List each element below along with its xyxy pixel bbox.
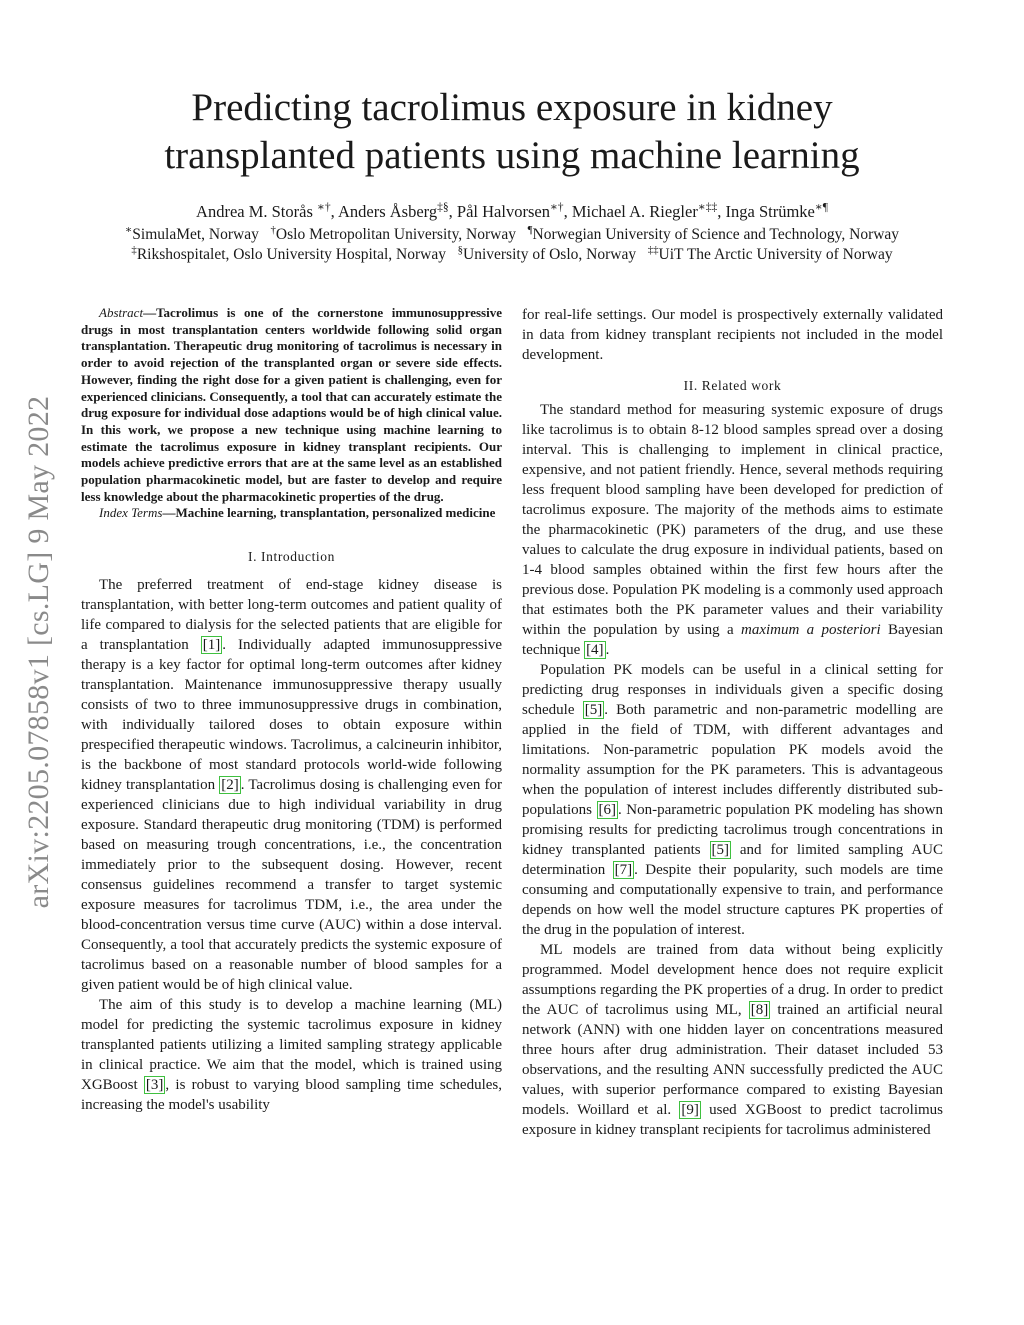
affiliation-text: SimulaMet, Norway bbox=[132, 226, 259, 243]
affiliations-line-2 bbox=[60, 245, 964, 265]
related-text: ML models are trained from data without being explicitly programmed. Model development hence does not require explicit assumptions regarding the PK properties of a drug. In order to predict the AUC of tacrolimus using ML, bbox=[522, 942, 943, 1018]
intro-text: The preferred treatment of end-stage kidney disease is transplantation, with better long-term outcomes and patient quality of life compared to dialysis for the selected patients that are eligible for a transplantation bbox=[81, 577, 502, 654]
author-name: Anders Åsberg bbox=[337, 202, 438, 221]
author-name: Pål Halvorsen bbox=[456, 202, 550, 221]
author-marks: ∗† bbox=[549, 201, 564, 214]
citation-link[interactable]: [2] bbox=[221, 777, 239, 794]
intro-text: , is robust to varying blood sampling time schedules, increasing the model's usability bbox=[81, 1077, 502, 1114]
citation-link[interactable]: [6] bbox=[598, 802, 617, 818]
related-emphasis: maximum a posteriori bbox=[741, 622, 881, 638]
citation-link[interactable]: [5] bbox=[584, 702, 603, 718]
author-list: Andrea M. Storås ∗†, Anders Åsberg‡§, Pål Halvorsen∗†, Michael A. Riegler∗‡‡, Inga Strümke∗¶ bbox=[196, 201, 828, 221]
related-text: . Despite their popularity, such models are time consuming and computationally expensive to train, and performance depends on how well the model structure captures PK properties of the drug in the population of interest. bbox=[522, 862, 943, 938]
affiliation-mark: † bbox=[270, 223, 276, 236]
abstract bbox=[81, 305, 502, 505]
related-text: . Both parametric and non-parametric modelling are applied in the field of TDM, with different advantages and limitations. Non-parametric population PK models avoid the normality assumption for the PK parameters. This is advantageous when the population of interest includes differently distributed sub-populations bbox=[522, 702, 943, 818]
related-text: used XGBoost to predict tacrolimus exposure in kidney transplant recipients for tacrolimus administered bbox=[522, 1102, 943, 1138]
author-name: Inga Strümke bbox=[725, 202, 815, 221]
related-text: and for limited sampling AUC determination bbox=[522, 842, 943, 878]
related-text: Bayesian technique bbox=[522, 622, 944, 658]
citation-link[interactable]: [3] bbox=[145, 1077, 164, 1094]
section-heading-introduction: I. Introduction bbox=[248, 549, 335, 565]
author-marks: ∗‡‡ bbox=[697, 201, 718, 214]
affiliation-text: Oslo Metropolitan University, Norway bbox=[275, 226, 516, 243]
citation-link[interactable]: [5] bbox=[711, 842, 729, 858]
title-line-2: transplanted patients using machine learning bbox=[164, 134, 860, 177]
affiliation-text: UiT The Arctic University of Norway bbox=[658, 246, 893, 263]
author-name: Michael A. Riegler bbox=[571, 202, 698, 221]
intro-text: The aim of this study is to develop a machine learning (ML) model for predicting the systemic tacrolimus exposure in kidney transplanted patients utilizing a limited sampling strategy applicable in clinical practice. We aim that the model, which is trained using XGBoost bbox=[81, 997, 502, 1094]
left-column bbox=[81, 305, 502, 1115]
citation-link[interactable]: [8] bbox=[750, 1002, 769, 1018]
index-terms-label: Index Terms bbox=[99, 505, 163, 521]
intro-continuation: for real-life settings. Our model is prospectively externally validated in data from kidney transplant recipients not included in the model development. bbox=[522, 307, 943, 363]
index-terms bbox=[81, 505, 502, 522]
affiliation-mark: § bbox=[457, 243, 464, 256]
related-paragraph-3 bbox=[522, 940, 943, 1140]
abstract-text: —Tacrolimus is one of the cornerstone immunosuppressive drugs in most transplantation centers worldwide following solid organ transplantation. Therapeutic drug monitoring of tacrolimus is necessary in order to avoid rejection of the transplanted organ or severe side effects. However, finding the right dose for a given patient is challenging, even for experienced clinicians. Consequently, a tool that can accurately estimate the drug exposure for individual dose adaptions would be of high clinical value. In this work, we propose a new technique using machine learning to estimate the tacrolimus exposure in kidney transplant recipients. Our models achieve predictive errors that are at the same level as an established population pharmacokinetic model, but are faster to develop and require less knowledge about the pharmacokinetic properties of the drug. bbox=[81, 305, 502, 504]
related-text: trained an artificial neural network (ANN) with one hidden layer on concentrations measured three hours after drug administration. Their dataset included 53 observations, and the resulting ANN successfully predicted the AUC values, with superior performance compared to existing Bayesian models. Woillard et al. bbox=[522, 1002, 943, 1118]
intro-text: . Individually adapted immunosuppressive therapy is a key factor for optimal long-term outcomes after kidney transplantation. Maintenance immunosuppressive therapy usually consists of two to three immunosuppressive drugs in combination, with individually tailored doses to obtain exposure within prespecified therapeutic windows. Tacrolimus, a calcineurin inhibitor, is the backbone of most standard protocols world-wide following kidney transplantation bbox=[81, 637, 502, 794]
affiliation-mark: ‡‡ bbox=[647, 243, 659, 256]
arxiv-stamp-text: arXiv:2205.07858v1 [cs.LG] 9 May 2022 bbox=[22, 395, 55, 909]
citation-link[interactable]: [9] bbox=[681, 1102, 699, 1118]
citation-link[interactable]: [7] bbox=[614, 862, 633, 878]
index-terms-text: —Machine learning, transplantation, personalized medicine bbox=[162, 505, 496, 521]
citation-link[interactable]: [1] bbox=[202, 637, 221, 654]
affiliation-text: Rikshospitalet, Oslo University Hospital, Norway bbox=[136, 246, 446, 263]
author-name: Andrea M. Storås bbox=[196, 202, 318, 221]
intro-paragraph-1 bbox=[81, 575, 502, 995]
abstract-label: Abstract bbox=[99, 305, 144, 320]
author-marks: ∗† bbox=[317, 201, 331, 214]
affiliation-text: University of Oslo, Norway bbox=[463, 246, 637, 263]
paper-title bbox=[80, 84, 944, 180]
title-line-1: Predicting tacrolimus exposure in kidney bbox=[191, 86, 833, 129]
related-paragraph-2 bbox=[522, 660, 943, 940]
citation-link[interactable]: [4] bbox=[586, 642, 604, 658]
affiliation-mark: ¶ bbox=[527, 223, 533, 236]
related-text: Population PK models can be useful in a clinical setting for predicting drug responses in individuals given a specific dosing schedule bbox=[522, 662, 943, 718]
related-text: The standard method for measuring systemic exposure of drugs like tacrolimus is to obtain 8-12 blood samples spread over a dosing interval. This is challenging to implement in clinical practice, expensive, and not patient friendly. Hence, several methods requiring less frequent blood sampling have been developed for prediction of tacrolimus exposure. The majority of the methods aims to estimate the pharmacokinetic (PK) parameters of the drug, and use these values to calculate the drug exposure in individual patients, based on 1-4 blood samples obtained within the first few hours after the previous dose. Population PK modeling is a commonly used approach that estimates both the PK parameter values and their variability within the population by using a bbox=[522, 402, 943, 638]
affiliation-text: Norwegian University of Science and Technology, Norway bbox=[532, 226, 900, 243]
intro-text: . Tacrolimus dosing is challenging even for experienced clinicians due to high individual variability in drug exposure. Standard therapeutic drug monitoring (TDM) is performed based on measuring trough concentrations, i.e., the concentration immediately prior to the subsequent dosing. However, recent consensus guidelines recommend a transfer to target systemic exposure measures for tacrolimus TDM, i.e., the area under the blood-concentration versus time curve (AUC) within a dose interval. Consequently, a tool that accurately predicts the systemic exposure of tacrolimus based on a reasonable number of blood samples for a given patient would be of high clinical value. bbox=[81, 777, 502, 994]
affiliations-line-1 bbox=[60, 225, 964, 245]
section-heading-related-work: II. Related work bbox=[683, 378, 782, 393]
related-text: . bbox=[605, 642, 610, 658]
related-text: . Non-parametric population PK modeling has shown promising results for predicting tacrolimus trough concentrations in kidney transplanted patients bbox=[522, 802, 943, 858]
related-paragraph-1 bbox=[522, 400, 943, 660]
author-marks: ∗¶ bbox=[814, 201, 828, 214]
affiliation-mark: ‡ bbox=[131, 243, 137, 256]
arxiv-stamp bbox=[14, 348, 64, 956]
intro-paragraph-2 bbox=[81, 995, 502, 1115]
right-column bbox=[522, 305, 943, 1140]
author-marks: ‡§ bbox=[437, 201, 449, 214]
affiliation-mark: ∗ bbox=[124, 223, 133, 236]
